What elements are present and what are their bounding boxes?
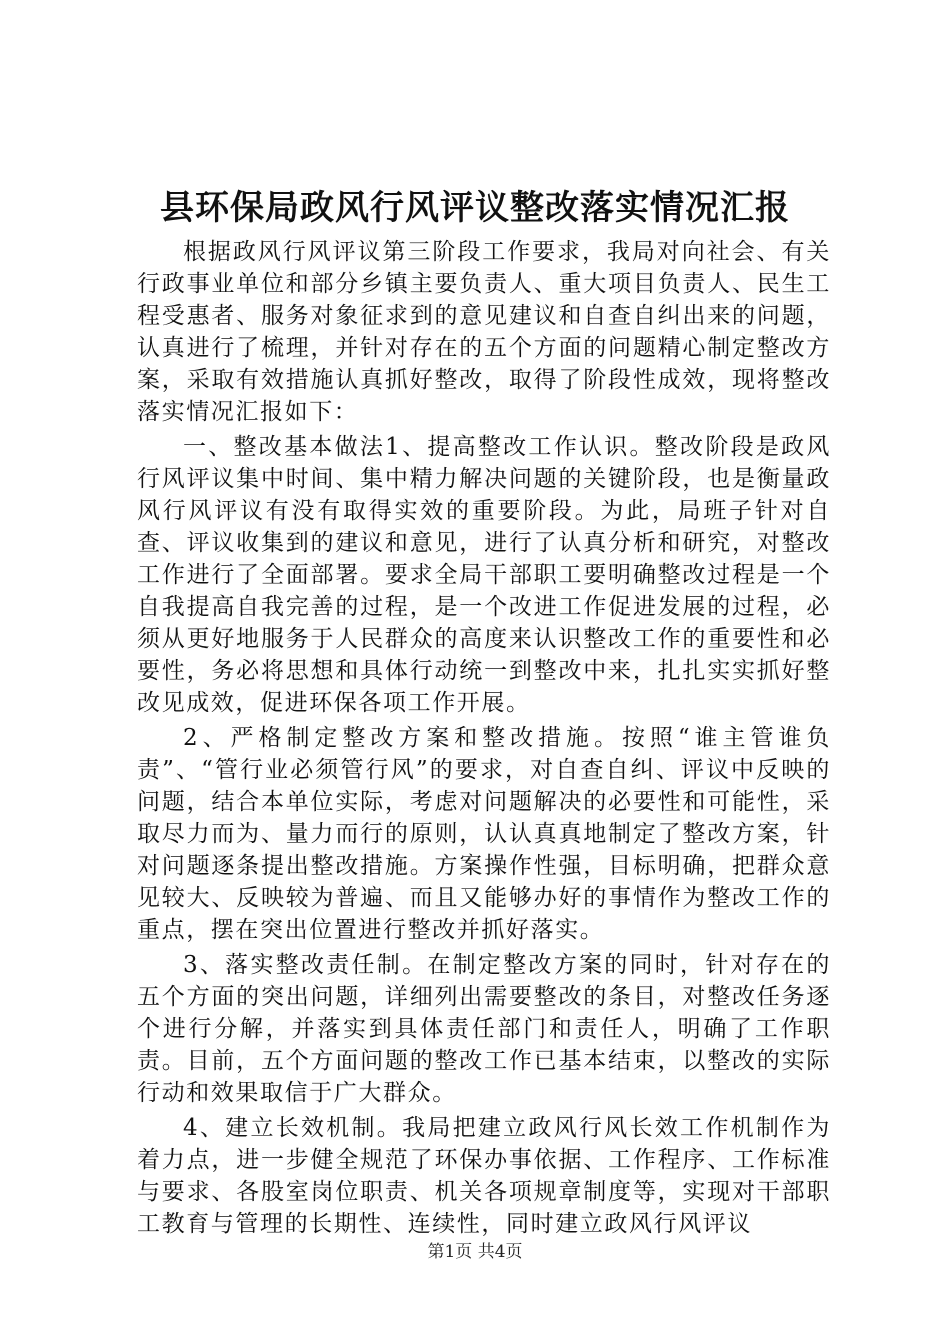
- paragraph-item-4: 4、建立长效机制。我局把建立政风行风长效工作机制作为着力点，进一步健全规范了环保办事依据、工作程序、工作标准与要求、各股室岗位职责、机关各项规章制度等，实现对干部职工教育与管理的长期性、连续性，同时建立政风行风评议: [137, 1115, 831, 1237]
- page-footer: 第1页 共4页: [427, 1242, 523, 1262]
- document-body: [137, 236, 831, 1243]
- paragraph-intro: 根据政风行风评议第三阶段工作要求，我局对向社会、有关行政事业单位和部分乡镇主要负责人、重大项目负责人、民生工程受惠者、服务对象征求到的意见建议和自查自纠出来的问题，认真进行了梳理，并针对存在的五个方面的问题精心制定整改方案，采取有效措施认真抓好整改，取得了阶段性成效，现将整改落实情况汇报如下：: [137, 239, 831, 425]
- document-title: 县环保局政风行风评议整改落实情况汇报: [160, 188, 790, 228]
- paragraph-item-2: 2、严格制定整改方案和整改措施。按照“谁主管谁负责”、“管行业必须管行风”的要求，对自查自纠、评议中反映的问题，结合本单位实际，考虑对问题解决的必要性和可能性，采取尽力而为、量力而行的原则，认认真真地制定了整改方案，针对问题逐条提出整改措施。方案操作性强，目标明确，把群众意见较大、反映较为普遍、而且又能够办好的事情作为整改工作的重点，摆在突出位置进行整改并抓好落实。: [137, 725, 831, 943]
- paragraph-item-3: 3、落实整改责任制。在制定整改方案的同时，针对存在的五个方面的突出问题，详细列出需要整改的条目，对整改任务逐个进行分解，并落实到具体责任部门和责任人，明确了工作职责。目前，五个方面问题的整改工作已基本结束，以整改的实际行动和效果取信于广大群众。: [137, 952, 831, 1106]
- paragraph-section-1: 一、整改基本做法1、提高整改工作认识。整改阶段是政风行风评议集中时间、集中精力解决问题的关键阶段，也是衡量政风行风评议有没有取得实效的重要阶段。为此，局班子针对自查、评议收集到的建议和意见，进行了认真分析和研究，对整改工作进行了全面部署。要求全局干部职工要明确整改过程是一个自我提高自我完善的过程，是一个改进工作促进发展的过程，必须从更好地服务于人民群众的高度来认识整改工作的重要性和必要性，务必将思想和具体行动统一到整改中来，扎扎实实抓好整改见成效，促进环保各项工作开展。: [137, 434, 831, 716]
